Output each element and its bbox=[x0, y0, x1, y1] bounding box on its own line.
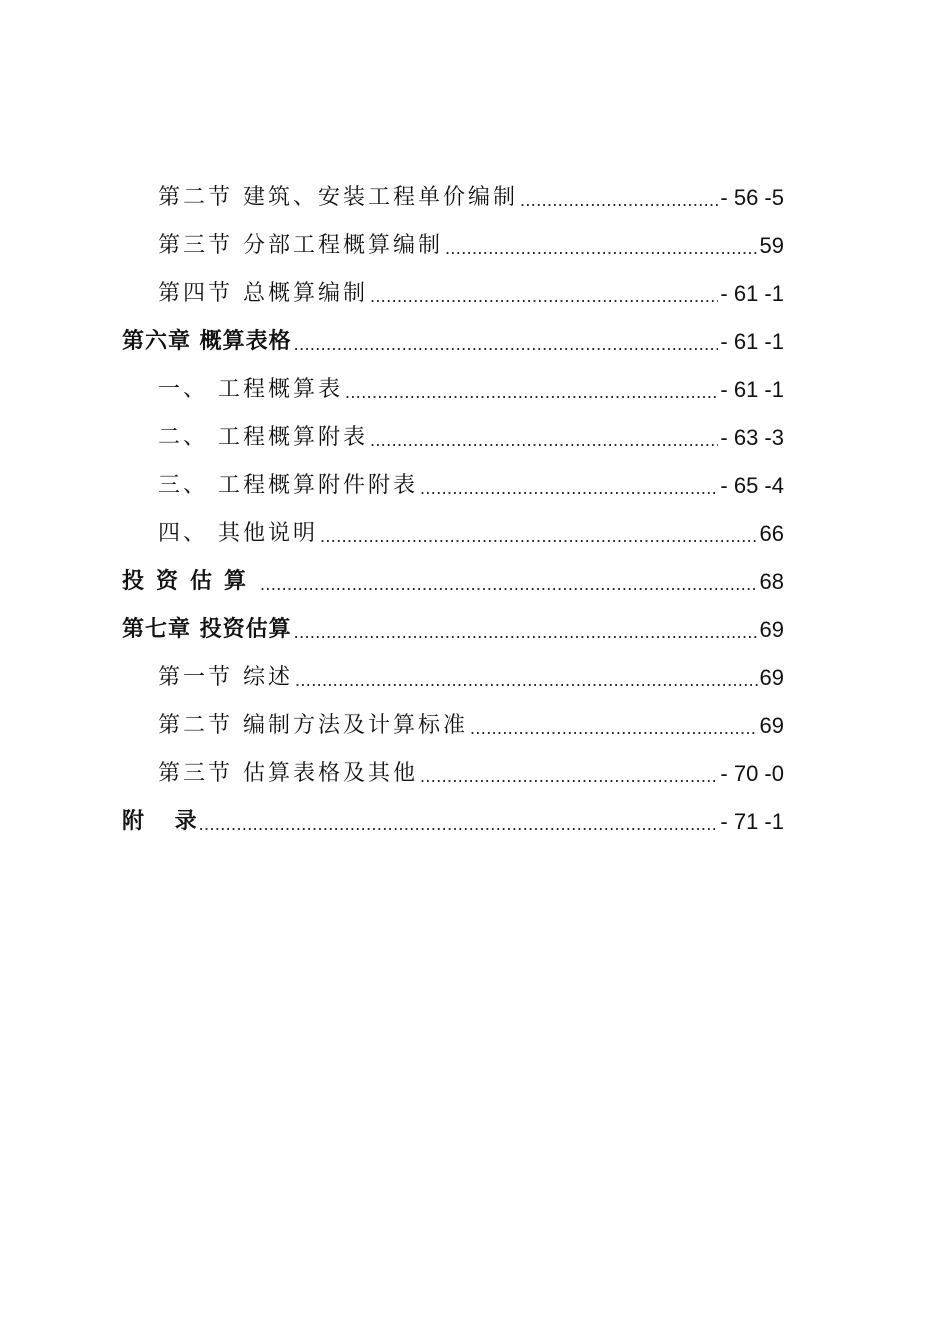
toc-chapter-entry[interactable] bbox=[0, 558, 950, 606]
toc-leader-dots bbox=[370, 287, 718, 305]
table-of-contents bbox=[0, 174, 950, 846]
toc-entry-page: - 65 -4 bbox=[720, 473, 784, 498]
toc-entry-page: 68 bbox=[759, 569, 784, 594]
toc-entry-label: 投资估算 bbox=[122, 569, 259, 594]
toc-leader-dots bbox=[199, 815, 719, 833]
toc-entry[interactable] bbox=[0, 270, 950, 318]
toc-entry-label: 第六章 概算表格 bbox=[122, 329, 292, 354]
toc-leader-dots bbox=[470, 719, 758, 737]
toc-leader-dots bbox=[294, 335, 719, 353]
toc-entry[interactable] bbox=[0, 702, 950, 750]
toc-entry[interactable] bbox=[0, 654, 950, 702]
toc-leader-dots bbox=[520, 191, 718, 209]
toc-entry-label: 第三节 分部工程概算编制 bbox=[158, 233, 443, 258]
toc-entry-page: - 71 -1 bbox=[720, 809, 784, 834]
toc-leader-dots bbox=[445, 239, 758, 257]
toc-entry-label: 三、 工程概算附件附表 bbox=[158, 473, 418, 498]
toc-entry[interactable] bbox=[0, 174, 950, 222]
toc-entry-page: 69 bbox=[759, 713, 784, 738]
toc-entry-page: - 56 -5 bbox=[720, 185, 784, 210]
toc-leader-dots bbox=[370, 431, 718, 449]
toc-entry-label: 四、 其他说明 bbox=[158, 521, 318, 546]
toc-entry-label: 第二节 编制方法及计算标准 bbox=[158, 713, 468, 738]
toc-leader-dots bbox=[345, 383, 718, 401]
toc-entry-page: 66 bbox=[759, 521, 784, 546]
toc-chapter-entry[interactable] bbox=[0, 798, 950, 846]
toc-chapter-entry[interactable] bbox=[0, 318, 950, 366]
toc-entry[interactable] bbox=[0, 366, 950, 414]
toc-entry[interactable] bbox=[0, 462, 950, 510]
toc-leader-dots bbox=[420, 767, 718, 785]
toc-entry-page: - 61 -1 bbox=[720, 281, 784, 306]
toc-leader-dots bbox=[420, 479, 718, 497]
toc-entry-label: 第一节 综述 bbox=[158, 665, 293, 690]
toc-entry-label: 第四节 总概算编制 bbox=[158, 281, 368, 306]
toc-entry[interactable] bbox=[0, 414, 950, 462]
toc-entry-label: 第七章 投资估算 bbox=[122, 617, 292, 642]
toc-entry[interactable] bbox=[0, 750, 950, 798]
toc-chapter-entry[interactable] bbox=[0, 606, 950, 654]
toc-entry-label: 一、 工程概算表 bbox=[158, 377, 343, 402]
toc-leader-dots bbox=[294, 623, 758, 641]
toc-entry-page: 59 bbox=[759, 233, 784, 258]
toc-leader-dots bbox=[295, 671, 758, 689]
toc-entry-page: - 63 -3 bbox=[720, 425, 784, 450]
toc-leader-dots bbox=[260, 575, 758, 593]
toc-entry[interactable] bbox=[0, 222, 950, 270]
toc-entry-page: 69 bbox=[759, 665, 784, 690]
toc-entry-page: - 61 -1 bbox=[720, 329, 784, 354]
toc-entry[interactable] bbox=[0, 510, 950, 558]
toc-leader-dots bbox=[320, 527, 758, 545]
toc-entry-page: - 61 -1 bbox=[720, 377, 784, 402]
toc-entry-label: 第三节 估算表格及其他 bbox=[158, 761, 418, 786]
toc-entry-label: 附 录 bbox=[122, 809, 197, 834]
toc-entry-page: - 70 -0 bbox=[720, 761, 784, 786]
toc-entry-page: 69 bbox=[759, 617, 784, 642]
toc-entry-label: 二、 工程概算附表 bbox=[158, 425, 368, 450]
toc-entry-label: 第二节 建筑、安装工程单价编制 bbox=[158, 185, 518, 210]
